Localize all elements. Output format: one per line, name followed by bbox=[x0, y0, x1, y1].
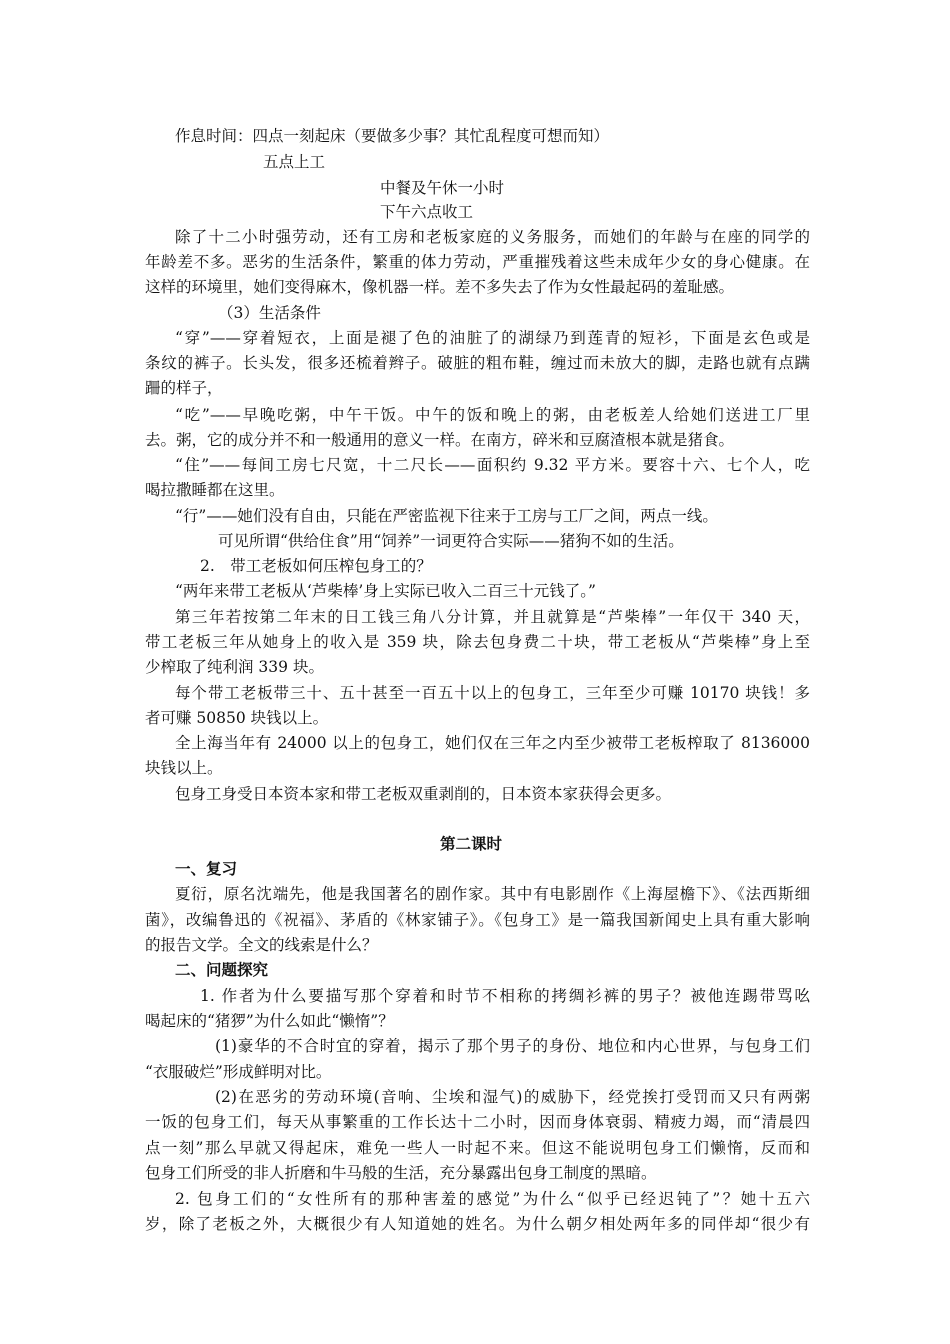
paragraph-line: 菌》，改编鲁迅的《祝福》、茅盾的《林家铺子》。《包身工》是一篇我国新闻史上具有重大影响 bbox=[145, 911, 810, 929]
paragraph-line: 喝拉撒睡都在这里。 bbox=[145, 481, 285, 499]
paragraph-line: 可见所谓“供给住食”用“饲养”一词更符合实际——猪狗不如的生活。 bbox=[218, 532, 684, 550]
paragraph-line: 喝起床的“猪猡”为什么如此“懒惰”？ bbox=[145, 1012, 394, 1030]
paragraph-line: 每个带工老板带三十、五十甚至一百五十以上的包身工，三年至少可赚 10170 块钱！多 bbox=[175, 684, 810, 702]
paragraph-line: 跚的样子， bbox=[145, 379, 223, 397]
paragraph-line: “穿”——穿着短衣，上面是褪了色的油脏了的湖绿乃到莲青的短衫，下面是玄色或是 bbox=[175, 329, 810, 347]
question-heading: 2. 带工老板如何压榨包身工的？ bbox=[200, 557, 432, 575]
paragraph-line: “衣服破烂”形成鲜明对比。 bbox=[145, 1063, 332, 1081]
paragraph-line: 带工老板三年从她身上的收入是 359 块，除去包身费二十块，带工老板从“芦柴棒”身上至 bbox=[145, 633, 810, 651]
paragraph-line: 这样的环境里，她们变得麻木，像机器一样。差不多失去了作为女性最起码的羞耻感。 bbox=[145, 278, 735, 296]
paragraph-line: “住”——每间工房七尺宽，十二尺长——面积约 9.32 平方米。要容十六、七个人，吃 bbox=[175, 456, 810, 474]
paragraph-line: 的报告文学。全文的线索是什么？ bbox=[145, 936, 378, 954]
paragraph-line: 条纹的裤子。长头发，很多还梳着辫子。破脏的粗布鞋，缠过而未放大的脚，走路也就有点蹒 bbox=[145, 354, 810, 372]
paragraph-line: 点一刻”那么早就又得起床，难免一些人一时起不来。但这不能说明包身工们懒惰，反而和 bbox=[145, 1139, 810, 1157]
quote-line: “两年来带工老板从‘芦柴棒’身上实际已收入二百三十元钱了。” bbox=[175, 582, 596, 600]
paragraph-line: 者可赚 50850 块钱以上。 bbox=[145, 709, 329, 727]
paragraph-line: 2. 包身工们的“女性所有的那种害羞的感觉”为什么“似乎已经迟钝了”？她十五六 bbox=[175, 1190, 810, 1208]
paragraph-line: (2)在恶劣的劳动环境(音响、尘埃和湿气)的威胁下，经党挨打受罚而又只有两粥 bbox=[215, 1088, 810, 1106]
paragraph-line: 1. 作者为什么要描写那个穿着和时节不相称的拷绸衫裤的男子？被他连踢带骂吆 bbox=[200, 987, 810, 1005]
paragraph-line: 夏衍，原名沈端先，他是我国著名的剧作家。其中有电影剧作《上海屋檐下》、《法西斯细 bbox=[175, 885, 810, 903]
schedule-line: 作息时间：四点一刻起床（要做多少事？其忙乱程度可想而知） bbox=[175, 127, 610, 145]
paragraph-line: 包身工身受日本资本家和带工老板双重剥削的，日本资本家获得会更多。 bbox=[175, 785, 672, 803]
schedule-line: 中餐及午休一小时 bbox=[380, 179, 505, 197]
paragraph-line: 年龄差不多。恶劣的生活条件，繁重的体力劳动，严重摧残着这些未成年少女的身心健康。在 bbox=[145, 253, 810, 271]
paragraph-line: “行”——她们没有自由，只能在严密监视下往来于工房与工厂之间，两点一线。 bbox=[175, 507, 718, 525]
paragraph-line: 一饭的包身工们，每天从事繁重的工作长达十二小时，因而身体衰弱、精疲力竭，而“清晨四 bbox=[145, 1113, 810, 1131]
paragraph-line: 全上海当年有 24000 以上的包身工，她们仅在三年之内至少被带工老板榨取了 8136000 bbox=[175, 734, 810, 752]
paragraph-line: 少榨取了纯利润 339 块。 bbox=[145, 658, 324, 676]
section-heading: 二、问题探究 bbox=[175, 960, 269, 979]
paragraph-line: 第三年若按第二年末的日工钱三角八分计算，并且就算是“芦柴棒”一年仅干 340 天， bbox=[175, 608, 810, 626]
paragraph-line: 去。粥，它的成分并不和一般通用的意义一样。在南方，碎米和豆腐渣根本就是猪食。 bbox=[145, 431, 735, 449]
paragraph-line: “吃”——早晚吃粥，中午干饭。中午的饭和晚上的粥，由老板差人给她们送进工厂里 bbox=[175, 406, 810, 424]
schedule-line: 五点上工 bbox=[263, 153, 326, 171]
section-heading: 一、复习 bbox=[175, 859, 238, 878]
paragraph-line: 包身工们所受的非人折磨和牛马般的生活，充分暴露出包身工制度的黑暗。 bbox=[145, 1164, 657, 1182]
paragraph-line: (1)豪华的不合时宜的穿着，揭示了那个男子的身份、地位和内心世界，与包身工们 bbox=[215, 1037, 810, 1055]
paragraph-line: 岁，除了老板之外，大概很少有人知道她的姓名。为什么朝夕相处两年多的同伴却“很少有 bbox=[145, 1215, 810, 1233]
section-heading: （3）生活条件 bbox=[218, 304, 321, 322]
paragraph-line: 块钱以上。 bbox=[145, 759, 223, 777]
schedule-line: 下午六点收工 bbox=[380, 203, 474, 221]
paragraph-line: 除了十二小时强劳动，还有工房和老板家庭的义务服务，而她们的年龄与在座的同学的 bbox=[175, 228, 810, 246]
lesson-title: 第二课时 bbox=[440, 834, 503, 853]
